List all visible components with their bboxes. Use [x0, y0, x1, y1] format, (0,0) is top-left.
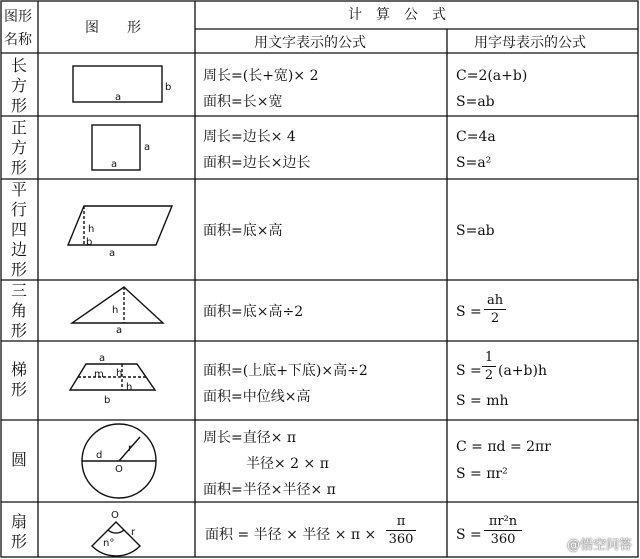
row-name-square: 正 方 形 — [10, 118, 27, 177]
rect-label-b: b — [165, 82, 172, 93]
sector-letter-prefix: S = — [456, 527, 482, 543]
para-label-b: b — [86, 237, 93, 248]
square-text-formula-1: 周长=边长× 4 — [203, 129, 296, 145]
tri-label-h: h — [112, 305, 119, 316]
circle-letter-formula-1: C = πd = 2πr — [456, 439, 551, 455]
square-label-a-side: a — [144, 142, 151, 153]
square-label-a-bottom: a — [111, 159, 118, 170]
trapezoid-figure — [70, 364, 155, 390]
tri-label-a: a — [116, 325, 123, 336]
circle-text-formula-3: 面积=半径×半径× π — [203, 482, 336, 498]
circle-letter-formula-2: S = πr² — [456, 466, 508, 482]
row-name-circle: 圆 — [10, 450, 27, 469]
header-col1-line2: 名称 — [4, 32, 32, 48]
rect-text-formula-1: 周长=(长+宽)× 2 — [203, 68, 319, 84]
row-name-trapezoid: 梯 形 — [10, 360, 27, 399]
para-label-h: h — [88, 224, 95, 235]
watermark: @悟空问答 — [566, 538, 632, 553]
para-text-formula-1: 面积=底×高 — [203, 223, 283, 239]
sector-label-r: r — [131, 527, 136, 538]
sector-letter-fraction: πr²n 360 — [484, 514, 522, 547]
rect-text-formula-2: 面积=长×宽 — [203, 94, 283, 110]
sector-label-o: O — [111, 510, 119, 521]
parallelogram-figure — [68, 206, 172, 245]
circle-text-formula-1: 周长=直径× π — [203, 430, 297, 446]
trap-letter-suffix: (a+b)h — [498, 363, 547, 379]
trap-letter-fraction: 1 2 — [482, 350, 496, 383]
trap-label-a: a — [99, 353, 106, 364]
tri-letter-fraction: ah 2 — [484, 293, 506, 326]
tri-letter-prefix: S = — [456, 304, 482, 320]
header-col3b: 用字母表示的公式 — [474, 35, 586, 51]
trap-label-h: h — [116, 368, 123, 379]
row-name-triangle: 三 角 形 — [10, 281, 27, 340]
row-name-parallelogram: 平 行 四 边 形 — [10, 180, 27, 279]
rect-letter-formula-2: S=ab — [456, 94, 495, 110]
row-name-sector: 扇 形 — [10, 512, 27, 551]
trap-text-formula-2: 面积=中位线×高 — [203, 389, 311, 405]
rect-label-a: a — [115, 92, 122, 103]
circle-label-r: r — [128, 443, 133, 454]
header-col3a: 用文字表示的公式 — [254, 35, 366, 51]
circle-text-formula-2: 半径× 2 × π — [246, 456, 329, 472]
square-text-formula-2: 面积=边长×边长 — [203, 155, 311, 171]
trap-letter-prefix: S = — [456, 363, 482, 379]
square-letter-formula-2: S=a² — [456, 155, 492, 171]
circle-figure — [82, 424, 156, 498]
row-name-rectangle: 长 方 形 — [10, 56, 27, 115]
sector-text-prefix: 面积 = 半径 × 半径 × π × — [205, 527, 377, 543]
rect-letter-formula-1: C=2(a+b) — [456, 68, 528, 84]
trap-label-m: m — [94, 369, 104, 380]
para-label-a: a — [109, 248, 116, 259]
header-col1-line1: 图形 — [4, 9, 32, 25]
trap-label-b: b — [104, 395, 111, 406]
trap-letter-formula-2: S = mh — [456, 393, 509, 409]
sector-label-n: n° — [103, 538, 115, 549]
trap-label-h2: h — [126, 382, 133, 393]
square-letter-formula-1: C=4a — [456, 129, 496, 145]
header-col3: 计 算 公 式 — [348, 7, 446, 23]
trap-text-formula-1: 面积=(上底+下底)×高÷2 — [203, 363, 368, 379]
header-col2: 图 形 — [85, 20, 141, 36]
circle-label-d: d — [96, 450, 103, 461]
circle-label-o: O — [115, 464, 123, 475]
tri-text-formula-1: 面积=底×高÷2 — [203, 304, 304, 320]
sector-text-fraction: π 360 — [386, 514, 416, 547]
para-letter-formula-1: S=ab — [456, 223, 495, 239]
